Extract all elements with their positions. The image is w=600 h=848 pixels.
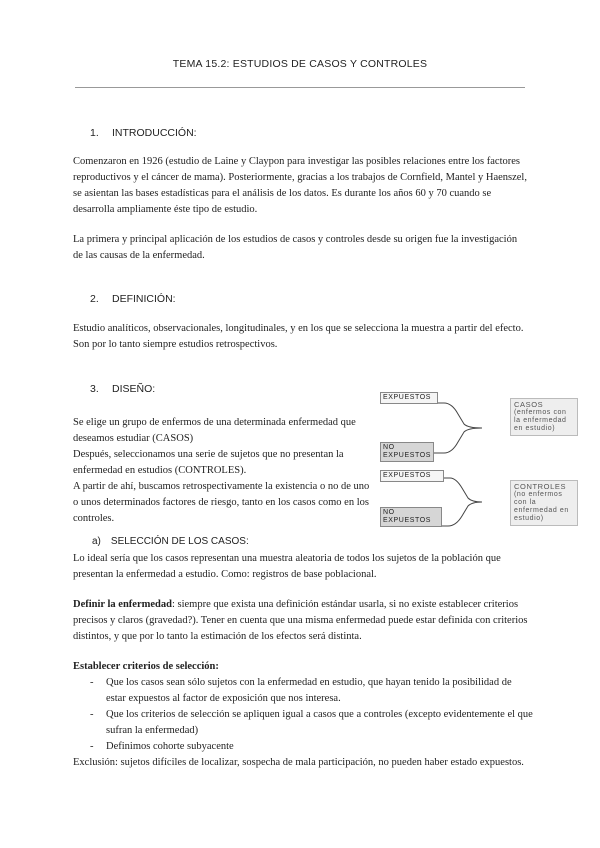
subsection-label: a) [92, 536, 101, 547]
section-number: 2. [90, 293, 99, 305]
controles-title: CONTROLES [514, 482, 567, 491]
diseno-text [73, 415, 373, 527]
box-no-expuestos-controles: NO EXPUESTOS [380, 507, 442, 527]
definicion-paragraph: Estudio analíticos, observacionales, longitudinales, y en los que se selecciona la muestra a partir del efecto. Son por lo tanto siempre estudios retrospectivos. [73, 323, 524, 350]
definicion-text [73, 321, 533, 353]
section-heading-introduccion [90, 127, 197, 139]
list-item: - Que los criterios de selección se apliquen igual a casos que a controles (excepto evidentemente el que sufran la enfermedad) [73, 707, 533, 739]
seleccion-text [73, 551, 533, 771]
section-title: DISEÑO: [112, 383, 156, 395]
box-controles [510, 480, 578, 526]
subsection-title: SELECCIÓN DE LOS CASOS: [110, 536, 249, 547]
exclusion-paragraph: Exclusión: sujetos difíciles de localizar, sospecha de mala participación, no pueden haber estado expuestos. [73, 757, 524, 768]
page-title: TEMA 15.2: ESTUDIOS DE CASOS Y CONTROLES [172, 58, 428, 70]
section-heading-definicion [90, 293, 176, 305]
connector-controles [442, 478, 482, 526]
intro-text [73, 154, 528, 264]
section-title: INTRODUCCIÓN: [112, 127, 197, 139]
section-number: 1. [90, 127, 99, 139]
subsection-heading-seleccion [92, 536, 249, 547]
diagram-casos-controles [378, 390, 578, 530]
box-expuestos-controles: EXPUESTOS [380, 470, 444, 482]
seleccion-paragraph-1: Lo ideal sería que los casos representan una muestra aleatoria de todos los sujetos de la población que presentan la enfermedad a estudio. Como: registros de base poblacional. [73, 553, 501, 580]
section-title: DEFINICIÓN: [112, 293, 176, 305]
box-expuestos-casos: EXPUESTOS [380, 392, 438, 404]
diseno-line-3: A partir de ahí, buscamos retrospectivamente la existencia o no de uno o unos determinados factores de riesgo, tanto en los casos como en los controles. [73, 481, 370, 524]
controles-description: (no enfermos con la enfermedad en estudio) [514, 491, 569, 522]
criterios-heading: Establecer criterios de selección: [73, 661, 219, 672]
definir-enfermedad-text: : siempre que exista una definición estándar usarla, si no existe establecer criterios precisos y claros (gravedad?). Tener en cuenta que una misma enfermedad puede estar definida con criterios distintos, y que por lo tanto la estimación de los efectos será distinta. [73, 599, 528, 642]
criterios-list [73, 675, 533, 755]
intro-paragraph-1: Comenzaron en 1926 (estudio de Laine y Claypon para investigar las posibles relaciones entre los factores reproductivos y el cáncer de mama). Posteriormente, gracias a los trabajos de Cornfield, Mantel y Haenszel, se asientan las bases estadísticas para el análisis de los datos. Es durante los años 60 y 70 cuando se desarrolla ampliamente éste tipo de estudio. [73, 156, 527, 215]
casos-description: (enfermos con la enfermedad en estudio) [514, 409, 567, 432]
diseno-line-1: Se elige un grupo de enfermos de una determinada enfermedad que deseamos estudiar (CASOS) [73, 417, 356, 444]
title-divider [75, 87, 525, 88]
intro-paragraph-2: La primera y principal aplicación de los estudios de casos y controles desde su origen fue la investigación de las causas de la enfermedad. [73, 234, 518, 261]
box-casos [510, 398, 578, 436]
connector-casos [432, 403, 482, 453]
list-item: - Definimos cohorte subyacente [73, 739, 533, 755]
definir-enfermedad-label: Definir la enfermedad [73, 599, 172, 610]
box-no-expuestos-casos: NO EXPUESTOS [380, 442, 434, 462]
diseno-line-2: Después, seleccionamos una serie de sujetos que no presentan la enfermedad en estudios (CONTROLES). [73, 449, 344, 476]
section-number: 3. [90, 383, 99, 395]
definir-enfermedad-paragraph [73, 597, 533, 645]
list-item: - Que los casos sean sólo sujetos con la enfermedad en estudio, que hayan tenido la posibilidad de estar expuestos al factor de exposición que nos interesa. [73, 675, 533, 707]
section-heading-diseno [90, 383, 155, 395]
casos-title: CASOS [514, 400, 544, 409]
